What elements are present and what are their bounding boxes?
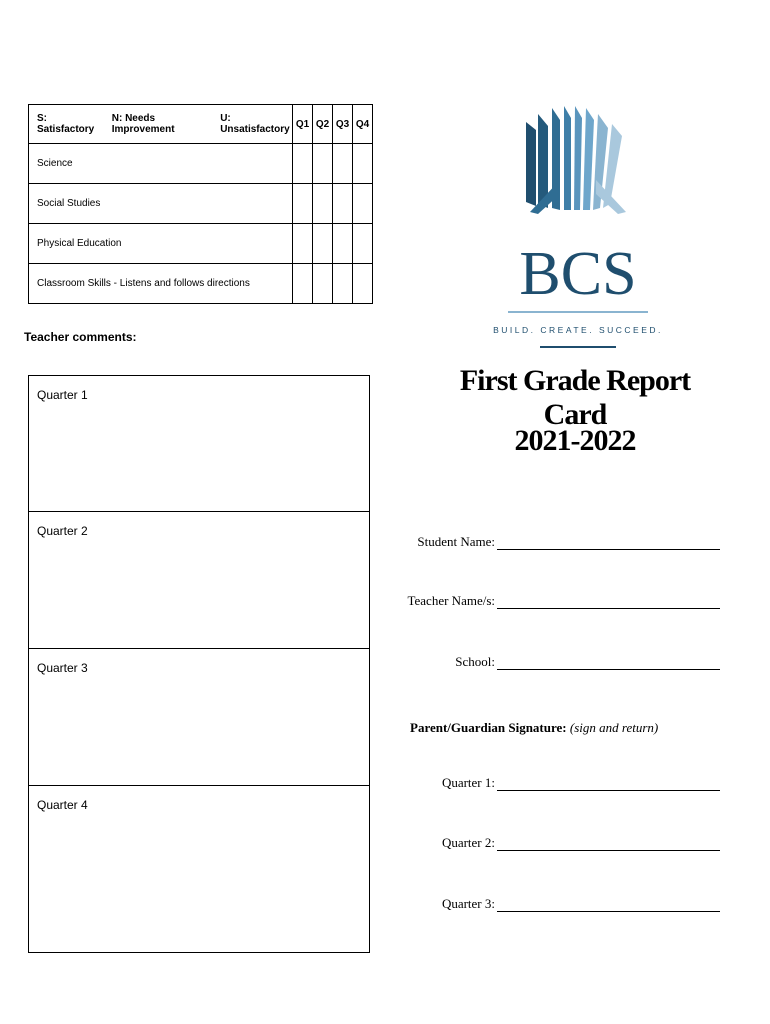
comment-box-label: Quarter 3 [37,661,88,675]
signature-note: (sign and return) [569,720,659,735]
student-name-line[interactable] [497,537,720,550]
signature-quarter-1-field[interactable] [390,775,720,791]
grade-cell[interactable] [333,264,353,304]
grade-cell[interactable] [313,224,333,264]
school-label: School: [455,654,495,669]
student-name-field[interactable] [390,534,720,550]
grade-cell[interactable] [313,184,333,224]
school-field[interactable] [390,654,720,670]
signature-quarter-2-field[interactable] [390,835,720,851]
header-q3: Q3 [333,105,353,144]
comment-box-label: Quarter 1 [37,388,88,402]
legend-needs-improvement: N: Needs Improvement [111,113,175,135]
header-q1: Q1 [293,105,313,144]
grade-cell[interactable] [333,144,353,184]
teacher-comments-heading: Teacher comments: [24,330,137,344]
subject-classroom-skills: Classroom Skills - Listens and follows directions [29,264,293,304]
legend-unsatisfactory: U: Unsatisfactory [220,113,290,135]
grade-cell[interactable] [293,144,313,184]
signature-quarter-2-line[interactable] [497,838,720,851]
comment-box-quarter-3[interactable] [28,648,370,786]
school-year: 2021-2022 [514,424,636,457]
grades-header-row [29,105,373,144]
grade-cell[interactable] [313,264,333,304]
grade-cell[interactable] [313,144,333,184]
table-row [29,144,373,184]
signature-quarter-1-label: Quarter 1: [441,775,495,790]
comment-box-label: Quarter 2 [37,524,88,538]
school-line[interactable] [497,657,720,670]
legend-satisfactory: S: Satisfactory [37,113,95,135]
subject-science: Science [29,144,293,184]
signature-quarter-2-label: Quarter 2: [441,835,495,850]
teacher-names-label: Teacher Name/s: [407,593,495,608]
grade-cell[interactable] [293,184,313,224]
comment-box-label: Quarter 4 [37,798,88,812]
page-title: First Grade Report Card [459,364,691,431]
signature-quarter-3-label: Quarter 3: [441,896,495,911]
logo-text: BCS [519,240,637,308]
signature-quarter-1-line[interactable] [497,778,720,791]
teacher-names-field[interactable] [390,593,720,609]
signature-quarter-3-line[interactable] [497,899,720,912]
grading-legend [29,105,293,144]
grade-cell[interactable] [353,144,373,184]
grade-cell[interactable] [353,184,373,224]
bcs-logo [493,104,663,349]
grades-table [28,104,373,304]
header-q4: Q4 [353,105,373,144]
grade-cell[interactable] [333,184,353,224]
table-row [29,184,373,224]
book-rays-icon [526,106,626,214]
teacher-names-line[interactable] [497,596,720,609]
subject-physical-education: Physical Education [29,224,293,264]
signature-heading [410,720,658,736]
grade-cell[interactable] [293,264,313,304]
comment-box-quarter-4[interactable] [28,785,370,953]
subject-social-studies: Social Studies [29,184,293,224]
signature-quarter-3-field[interactable] [390,896,720,912]
grade-cell[interactable] [353,224,373,264]
comment-box-quarter-2[interactable] [28,511,370,649]
student-name-label: Student Name: [417,534,495,549]
comment-box-quarter-1[interactable] [28,375,370,512]
logo-tagline: BUILD. CREATE. SUCCEED. [493,325,663,335]
table-row [29,224,373,264]
grade-cell[interactable] [293,224,313,264]
signature-label: Parent/Guardian Signature: [410,720,567,735]
grade-cell[interactable] [333,224,353,264]
grade-cell[interactable] [353,264,373,304]
header-q2: Q2 [313,105,333,144]
table-row [29,264,373,304]
